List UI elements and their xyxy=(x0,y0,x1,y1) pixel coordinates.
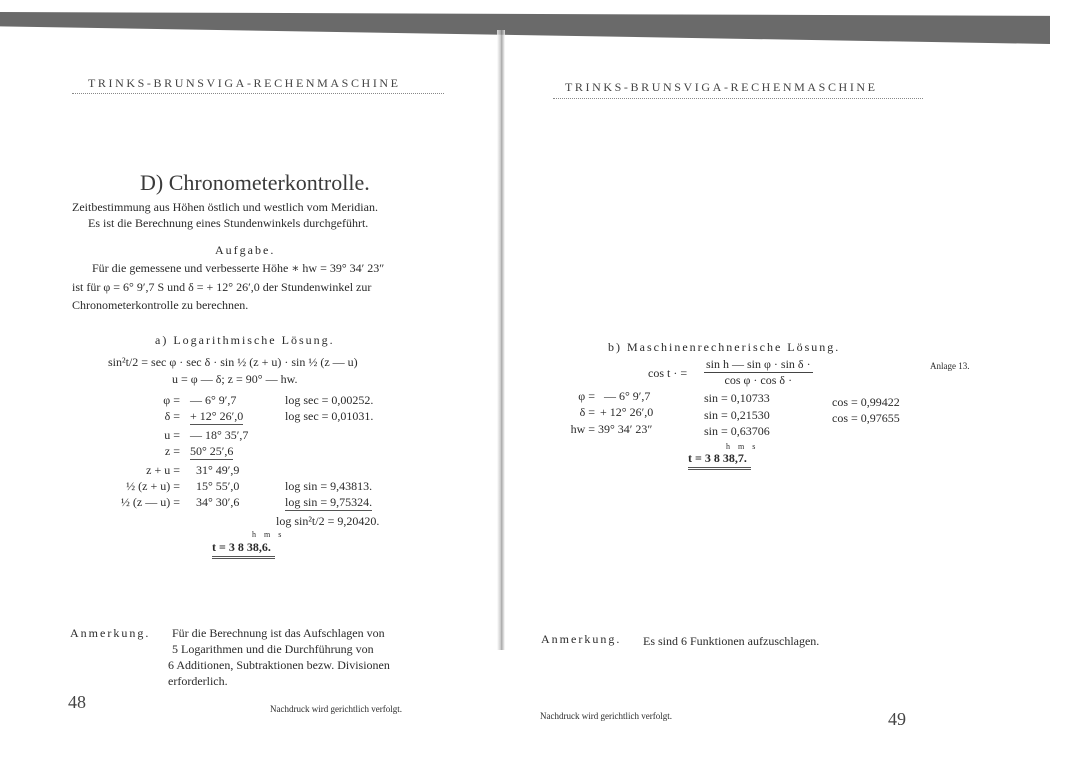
row-label: δ = xyxy=(164,409,180,423)
hms-units: h m s xyxy=(252,530,285,539)
row-log: log sin = 9,43813. xyxy=(285,479,373,493)
row-value: 15° 55′,0 xyxy=(196,479,240,493)
top-binding-bar xyxy=(0,12,1050,44)
cos-value: cos = 0,99422 xyxy=(832,395,900,409)
row-label: φ = xyxy=(163,393,180,407)
row-value: + 12° 26′,0 xyxy=(190,409,244,423)
cos-value: cos = 0,97655 xyxy=(832,411,900,425)
row-label: u = xyxy=(164,428,180,442)
row-label: z = xyxy=(164,444,180,458)
anmerkung-label: Anmerkung. xyxy=(70,626,151,640)
formula-fraction xyxy=(704,357,813,388)
intro-line-1: Zeitbestimmung aus Höhen östlich und westlich vom Meridian. xyxy=(72,200,378,214)
intro-line-2: Es ist die Berechnung eines Stundenwinkels durchgeführt. xyxy=(88,216,369,230)
task-line-2: ist für φ = 6° 9′,7 S und δ = + 12° 26′,0 der Stundenwinkel zur xyxy=(72,280,372,294)
page-number-right: 49 xyxy=(888,709,906,729)
book-gutter xyxy=(497,30,505,650)
fraction-denominator: cos φ · cos δ · xyxy=(724,373,793,387)
section-a-heading: a) Logarithmische Lösung. xyxy=(155,333,335,347)
anlage-label: Anlage 13. xyxy=(930,361,970,371)
sin-value: sin = 0,63706 xyxy=(704,424,770,438)
cos-label: cos t · = xyxy=(648,366,688,380)
anmerkung-line: 6 Additionen, Subtraktionen bezw. Divisionen xyxy=(168,658,390,672)
header-left-rule xyxy=(72,93,444,94)
anmerkung-line: erforderlich. xyxy=(168,674,228,688)
page-title: D) Chronometerkontrolle. xyxy=(140,170,370,195)
formula-line-1: sin²t/2 = sec φ · sec δ · sin ½ (z + u) · sin ½ (z — u) xyxy=(108,355,358,369)
hms-units: h m s xyxy=(726,442,759,451)
header-right-rule xyxy=(553,98,923,99)
anmerkung-label: Anmerkung. xyxy=(541,632,622,646)
task-line-1: Für die gemessene und verbesserte Höhe ∗ hw = 39° 34′ 23″ xyxy=(92,261,385,275)
sin-value: sin = 0,21530 xyxy=(704,408,770,422)
value-label: δ = xyxy=(579,405,595,419)
anmerkung-line: Für die Berechnung ist das Aufschlagen von xyxy=(172,626,385,640)
page-number-left: 48 xyxy=(68,692,86,712)
value: — 6° 9′,7 xyxy=(604,389,651,403)
aufgabe-heading: Aufgabe. xyxy=(215,243,276,257)
header-right: TRINKS-BRUNSVIGA-RECHENMASCHINE xyxy=(565,80,878,94)
anmerkung-text: Es sind 6 Funktionen aufzuschlagen. xyxy=(643,634,820,648)
value-label: hw = xyxy=(570,422,595,436)
row-value: 50° 25′,6 xyxy=(190,444,234,458)
sin-value: sin = 0,10733 xyxy=(704,391,770,405)
row-label: z + u = xyxy=(146,463,180,477)
row-value: 34° 30′,6 xyxy=(196,495,240,509)
footer-right: Nachdruck wird gerichtlich verfolgt. xyxy=(540,711,672,721)
anmerkung-line: 5 Logarithmen und die Durchführung von xyxy=(172,642,374,656)
header-left: TRINKS-BRUNSVIGA-RECHENMASCHINE xyxy=(88,76,401,90)
row-label: ½ (z — u) = xyxy=(120,495,180,509)
fraction-numerator: sin h — sin φ · sin δ · xyxy=(706,357,811,371)
row-value: — 18° 35′,7 xyxy=(190,428,249,442)
row-label: ½ (z + u) = xyxy=(126,479,180,493)
row-log: log sec = 0,00252. xyxy=(285,393,374,407)
section-b-heading: b) Maschinenrechnerische Lösung. xyxy=(608,340,841,354)
value: + 12° 26′,0 xyxy=(600,405,654,419)
row-value: — 6° 9′,7 xyxy=(190,393,237,407)
task-line-3: Chronometerkontrolle zu berechnen. xyxy=(72,298,249,312)
value-label: φ = xyxy=(578,389,595,403)
row-log: log sec = 0,01031. xyxy=(285,409,374,423)
result: t = 3 8 38,7. xyxy=(688,451,751,470)
footer-left: Nachdruck wird gerichtlich verfolgt. xyxy=(270,704,402,714)
row-log: log sin = 9,75324. xyxy=(285,495,373,509)
value: 39° 34′ 23″ xyxy=(598,422,653,436)
result: t = 3 8 38,6. xyxy=(212,540,275,559)
log-sum: log sin²t/2 = 9,20420. xyxy=(276,514,380,528)
formula-line-2: u = φ — δ; z = 90° — hw. xyxy=(172,372,298,386)
row-value: 31° 49′,9 xyxy=(196,463,240,477)
